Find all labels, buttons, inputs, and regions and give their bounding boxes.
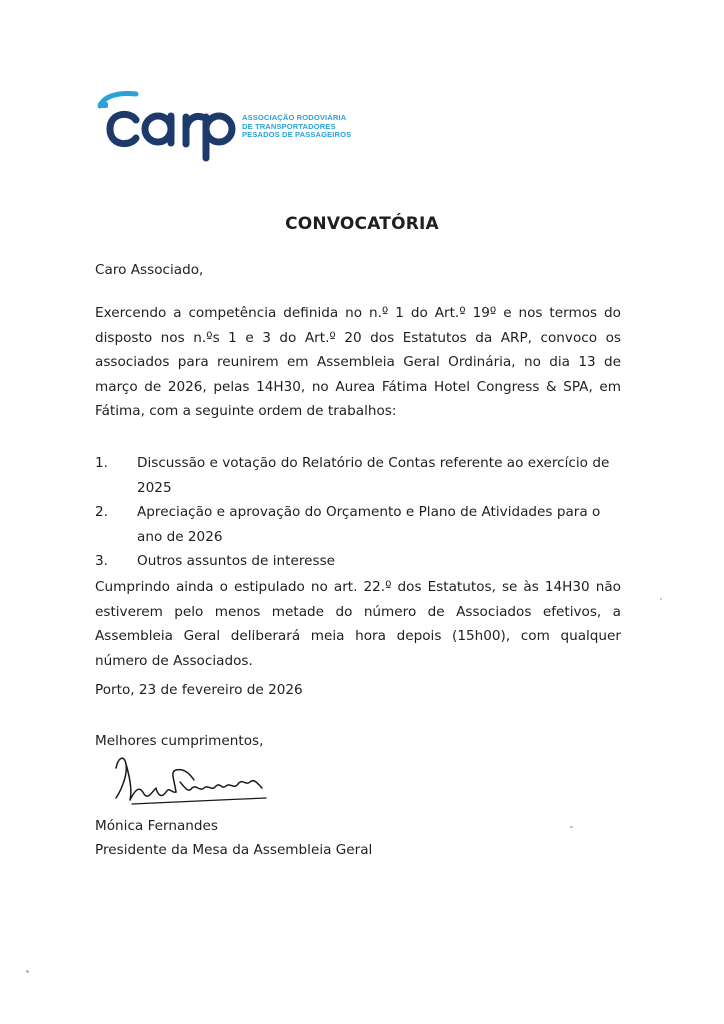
scan-speck xyxy=(570,826,573,828)
greeting: Caro Associado, xyxy=(95,262,204,278)
handwritten-signature xyxy=(110,748,270,818)
agenda-text: Outros assuntos de interesse xyxy=(137,553,336,569)
agenda-number: 2. xyxy=(95,504,108,520)
agenda-number: 3. xyxy=(95,553,108,569)
signer-role: Presidente da Mesa da Assembleia Geral xyxy=(95,842,373,858)
arp-logo xyxy=(96,84,356,164)
agenda-item xyxy=(95,549,635,574)
place-date: Porto, 23 de fevereiro de 2026 xyxy=(95,682,303,698)
document-title: CONVOCATÓRIA xyxy=(285,214,439,234)
agenda-item xyxy=(95,500,622,549)
quorum-paragraph: Cumprindo ainda o estipulado no art. 22.º dos Estatutos, se às 14H30 não estiverem pelo menos metade do número de Associados efetivos, a Assembleia Geral deliberará meia hora depois (15h00), com qualquer número de Associados. xyxy=(95,579,621,669)
convocation-paragraph: Exercendo a competência definida no n.º 1 do Art.º 19º e nos termos do disposto nos n.ºs 1 e 3 do Art.º 20 dos Estatutos da ARP, convoco os associados para reunirem em Assembleia Geral Ordinária, no dia 13 de março de 2026, pelas 14H30, no Aurea Fátima Hotel Congress & SPA, em Fátima, com a seguinte ordem de trabalhos: xyxy=(95,305,621,419)
agenda-item xyxy=(95,451,635,500)
agenda-text: Discussão e votação do Relatório de Contas referente ao exercício de 2025 xyxy=(137,455,610,496)
scan-speck xyxy=(26,970,29,973)
tagline-line-3: PESADOS DE PASSAGEIROS xyxy=(242,130,352,140)
carp-logo-mark xyxy=(96,84,236,164)
closing-salutation: Melhores cumprimentos, xyxy=(95,733,264,749)
agenda-number: 1. xyxy=(95,455,108,471)
logo-tagline xyxy=(242,114,351,140)
tagline-line-2: DE TRANSPORTADORES xyxy=(242,121,336,131)
agenda-text: Apreciação e aprovação do Orçamento e Plano de Atividades para o ano de 2026 xyxy=(137,504,601,545)
agenda-list xyxy=(95,451,635,574)
signer-name: Mónica Fernandes xyxy=(95,818,218,834)
scan-speck xyxy=(660,598,662,600)
tagline-line-1: ASSOCIAÇÃO RODOVIÁRIA xyxy=(242,113,347,122)
